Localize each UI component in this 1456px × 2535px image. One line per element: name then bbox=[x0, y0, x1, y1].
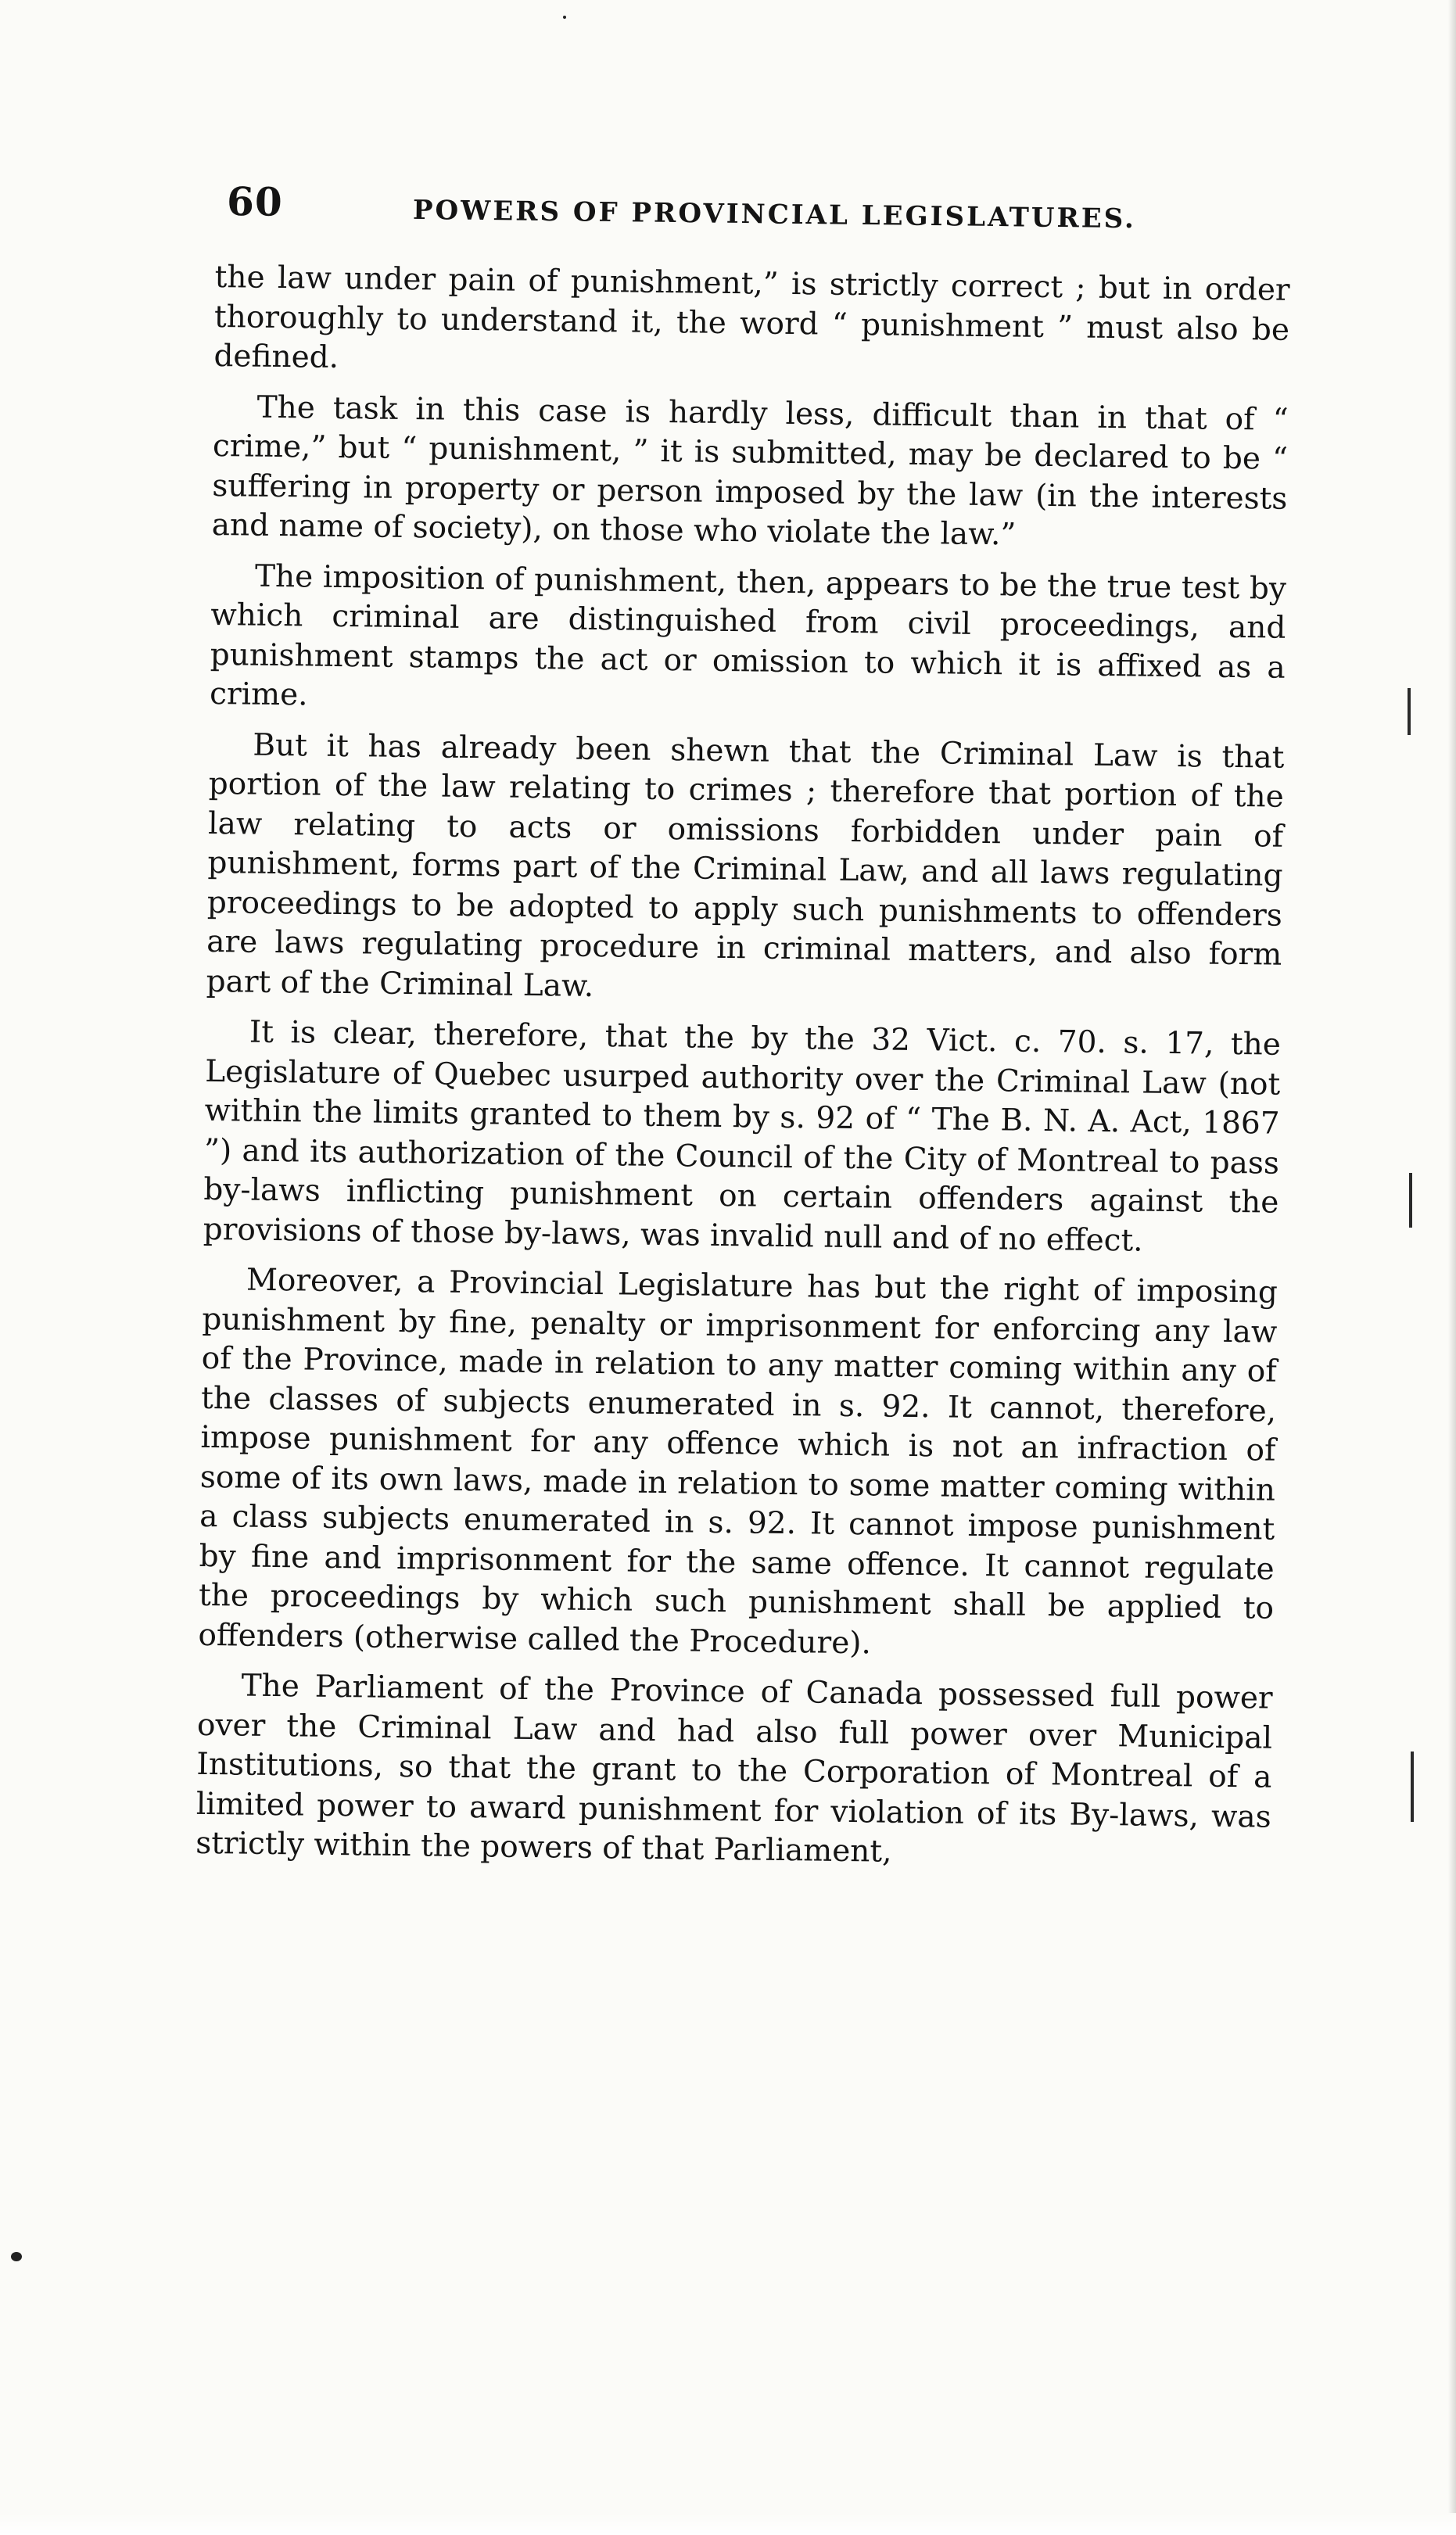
paragraph: Moreover, a Provincial Legislature has but the right of imposing punishment by fine, penalty or imprisonment for enforcing any law of the Province, made in relation to any matter coming within any of the classes of subjects enumerated in s. 92. It cannot, therefore, impose punishment for any offence which is not an infraction of some of its own laws, made in relation to some matter coming within a class subjects enumerated in s. 92. It cannot impose punishment by fine and imprisonment for the same offence. It cannot regulate the proceedings by which such punishment shall be applied to offenders (otherwise called the Procedure). bbox=[198, 1262, 1278, 1661]
paragraph: The task in this case is hardly less, difficult than in that of “ crime,” but “ punishment, ” it is submitted, may be declared to be “ suffering in property or person imposed by the law (in the interests and name of society), on those who violate the law.” bbox=[211, 389, 1289, 553]
edge-mark bbox=[1409, 1173, 1412, 1228]
edge-mark bbox=[1408, 688, 1411, 735]
ink-speck bbox=[563, 16, 566, 19]
body-text bbox=[195, 258, 1290, 1888]
running-title: POWERS OF PROVINCIAL LEGISLATURES. bbox=[412, 194, 1137, 235]
paragraph: The imposition of punishment, then, appears to be the true test by which criminal are distinguished from civil proceedings, and punishment stamps the act or omission to which it is affixed as a crime. bbox=[209, 558, 1287, 713]
paragraph: The Parliament of the Province of Canada possessed full power over the Criminal Law and had also full power over Municipal Institutions, so that the grant to the Corporation of Montreal of a limited power to award punishment for violation of its By-laws, was strictly within the powers of that Parliament, bbox=[195, 1668, 1273, 1870]
page-number: 60 bbox=[226, 178, 284, 225]
ink-speck bbox=[11, 2252, 22, 2261]
paragraph: It is clear, therefore, that the by the 32 Vict. c. 70. s. 17, the Legislature of Quebec usurped authority over the Criminal Law (not within the limits granted to them by s. 92 of “ The B. N. A. Act, 1867 ”) and its authorization of the Council of the City of Montreal to pass by-laws inflicting punishment on certain offenders against the provisions of those by-laws, was invalid null and of no effect. bbox=[203, 1014, 1282, 1259]
paragraph: But it has already been shewn that the Criminal Law is that portion of the law relating to crimes ; therefore that portion of the law relating to acts or omissions forbidden under pain of punishment, forms part of the Criminal Law, and all laws regulating proceedings to be adopted to apply such punishments to offenders are laws regulating procedure in criminal matters, and also form part of the Criminal Law. bbox=[206, 727, 1285, 1004]
page-edge-shadow bbox=[1448, 0, 1456, 2535]
edge-mark bbox=[1411, 1752, 1414, 1822]
page-header bbox=[227, 178, 1307, 254]
paragraph: the law under pain of punishment,” is strictly correct ; but in order thoroughly to understand it, the word “ punishment ” must also be defined. bbox=[213, 259, 1290, 375]
page-bottom-margin bbox=[0, 2513, 1456, 2535]
